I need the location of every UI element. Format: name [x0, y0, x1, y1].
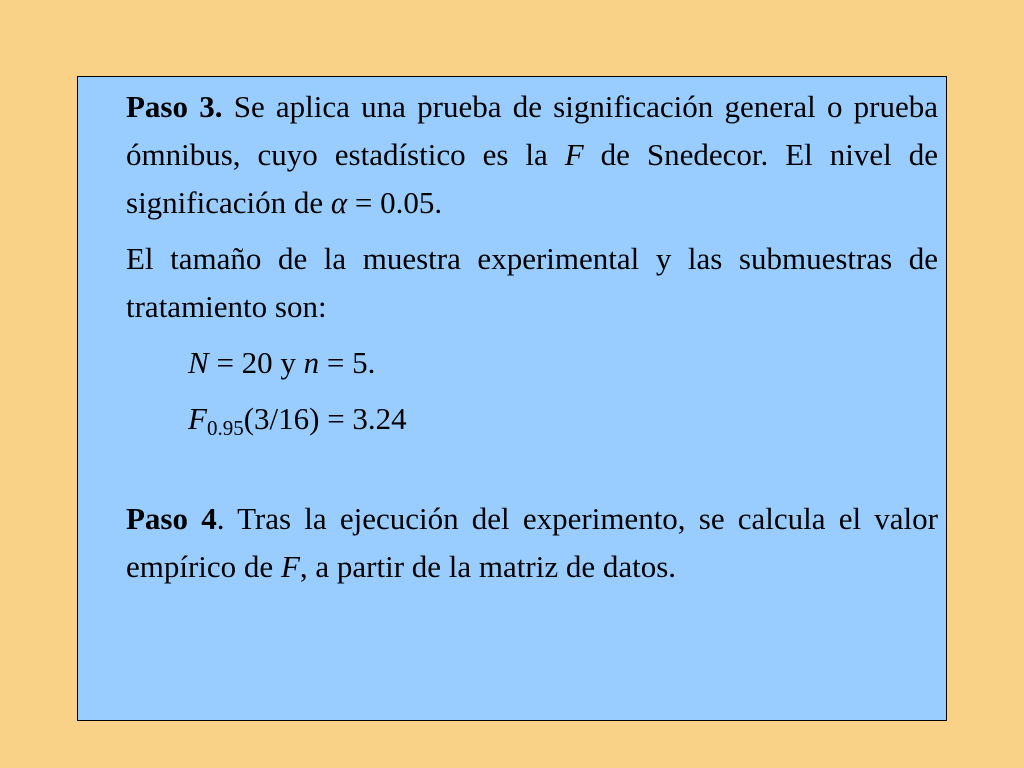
paso3-label: Paso 3.: [126, 89, 223, 124]
slide-text: [126, 83, 938, 591]
F-symbol: F: [188, 401, 207, 436]
paso3-text-3: = 0.05.: [347, 185, 443, 220]
equation-sample-sizes: [126, 339, 938, 387]
paso3-f-symbol: F: [564, 137, 584, 172]
alpha-symbol: α: [330, 185, 348, 220]
eq-f-rest: (3/16) = 3.24: [243, 401, 407, 436]
paso4-text-1: . Tras la ejecución del experimento, se calcula el valor empírico de: [126, 501, 938, 584]
eq-n-mid: = 20 y: [208, 345, 304, 380]
paso3-text-1: Se aplica una prueba de significación general o prueba ómnibus, cuyo estadístico es la: [126, 89, 939, 172]
paso4-f-symbol: F: [280, 549, 300, 584]
n-symbol: n: [303, 345, 320, 380]
paso4-paragraph: [126, 495, 938, 591]
muestra-paragraph: [126, 235, 938, 331]
paso4-label: Paso 4: [126, 501, 217, 536]
content-panel: [77, 76, 947, 721]
eq-n-end: = 5.: [319, 345, 376, 380]
N-symbol: N: [188, 345, 209, 380]
muestra-text: El tamaño de la muestra experimental y las submuestras de tratamiento son:: [126, 241, 938, 324]
F-subscript: 0.95: [206, 416, 244, 440]
paso3-paragraph: [126, 83, 938, 227]
paso4-text-2: , a partir de la matriz de datos.: [299, 549, 677, 584]
equation-f-critical: [126, 395, 938, 443]
paso3-text-2: de Snedecor. El nivel de significación de: [126, 137, 938, 220]
